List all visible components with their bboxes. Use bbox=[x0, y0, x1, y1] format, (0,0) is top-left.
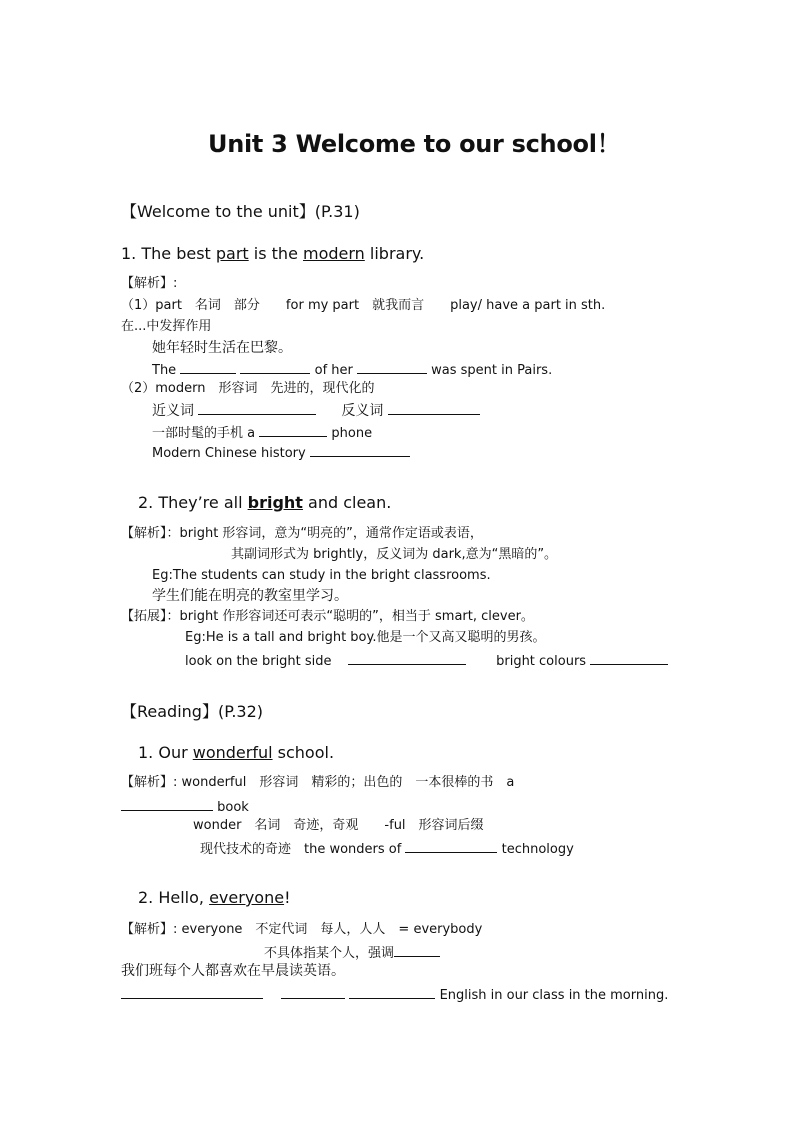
question-1-part bbox=[121, 246, 424, 262]
question-2-bright bbox=[138, 495, 391, 511]
text: phone bbox=[331, 426, 373, 441]
q-text: and clean. bbox=[302, 493, 392, 512]
blank bbox=[590, 652, 668, 665]
blank bbox=[349, 986, 435, 999]
line-wonder-def: wonder 名词 奇迹，奇观 -ful 形容词后缀 bbox=[193, 818, 484, 833]
keyword-everyone: everyone bbox=[209, 888, 285, 907]
blank bbox=[121, 798, 213, 811]
q-text: is the bbox=[248, 244, 303, 263]
line-bright-phrases bbox=[185, 652, 668, 668]
blank bbox=[310, 444, 410, 457]
line-bright-eg-cn: 学生们能在明亮的教室里学习。 bbox=[152, 588, 348, 604]
blank bbox=[240, 361, 310, 374]
line-example-cn: 她年轻时生活在巴黎。 bbox=[152, 340, 292, 356]
line-synonym-antonym bbox=[152, 402, 480, 418]
question-2-everyone bbox=[138, 890, 290, 906]
q-text: 2. Hello, bbox=[138, 888, 210, 907]
text: book bbox=[217, 800, 249, 815]
line-extension: 【拓展】：bright 作形容词还可表示“聪明的”，相当于 smart, clever。 bbox=[121, 609, 534, 624]
line-part-def-cont: 在...中发挥作用 bbox=[121, 319, 212, 334]
text: 近义词 bbox=[152, 403, 194, 419]
line-book bbox=[121, 798, 249, 814]
line-phone bbox=[152, 424, 372, 440]
section-heading-reading: 【Reading】(P.32) bbox=[121, 702, 264, 721]
text: The bbox=[152, 363, 177, 378]
line-modern-def: （2）modern 形容词 先进的，现代化的 bbox=[121, 381, 375, 396]
blank bbox=[405, 840, 497, 853]
q-text: 1. The best bbox=[121, 244, 216, 263]
text: bright colours bbox=[496, 654, 587, 669]
jiexi-label: 【解析】: bbox=[121, 276, 178, 291]
text: look on the bright side bbox=[185, 654, 332, 669]
blank bbox=[259, 424, 327, 437]
page-title: Unit 3 Welcome to our school！ bbox=[208, 130, 621, 158]
line-part-def: （1）part 名词 部分 for my part 就我而言 play/ have a part in sth. bbox=[121, 298, 606, 313]
text: of her bbox=[314, 363, 353, 378]
q-text: 2. They’re all bbox=[138, 493, 248, 512]
q-text: ! bbox=[284, 888, 291, 907]
text: 现代技术的奇迹 the wonders of bbox=[200, 842, 402, 857]
text: Modern Chinese history bbox=[152, 446, 306, 461]
line-everyone-note bbox=[264, 944, 440, 960]
line-bright-eg: Eg:The students can study in the bright classrooms. bbox=[152, 568, 491, 583]
line-wonderful-def: 【解析】: wonderful 形容词 精彩的；出色的 一本很棒的书 a bbox=[121, 775, 515, 790]
blank bbox=[357, 361, 427, 374]
line-everyone-eg-cn: 我们班每个人都喜欢在早晨读英语。 bbox=[121, 963, 345, 979]
blank bbox=[348, 652, 466, 665]
line-wonders-tech bbox=[200, 840, 574, 856]
keyword-part: part bbox=[215, 244, 249, 263]
text: was spent in Pairs. bbox=[431, 363, 553, 378]
text: technology bbox=[501, 842, 574, 857]
q-text: 1. Our bbox=[138, 743, 193, 762]
section-heading-welcome: 【Welcome to the unit】(P.31) bbox=[121, 202, 360, 221]
text: 一部时髦的手机 a bbox=[152, 426, 256, 441]
q-text: library. bbox=[364, 244, 425, 263]
q-text: school. bbox=[272, 743, 335, 762]
keyword-wonderful: wonderful bbox=[192, 743, 273, 762]
blank bbox=[281, 986, 345, 999]
line-bright-def-cont: 其副词形式为 brightly，反义词为 dark,意为“黑暗的”。 bbox=[231, 547, 558, 562]
line-everyone-def: 【解析】: everyone 不定代词 每人，人人 = everybody bbox=[121, 922, 483, 937]
line-fill-blank-1 bbox=[152, 361, 552, 377]
text: 不具体指某个人，强调 bbox=[264, 946, 395, 961]
blank bbox=[121, 986, 263, 999]
question-1-wonderful bbox=[138, 745, 334, 761]
blank bbox=[394, 944, 440, 957]
line-extension-eg: Eg:He is a tall and bright boy.他是一个又高又聪明的男孩。 bbox=[185, 630, 546, 645]
blank bbox=[198, 402, 316, 415]
text: 反义词 bbox=[341, 403, 384, 419]
keyword-bright: bright bbox=[247, 493, 303, 512]
blank bbox=[180, 361, 236, 374]
line-everyone-fill bbox=[121, 986, 668, 1002]
keyword-modern: modern bbox=[303, 244, 365, 263]
line-bright-def: 【解析】：bright 形容词，意为“明亮的”，通常作定语或表语， bbox=[121, 526, 483, 541]
blank bbox=[388, 402, 480, 415]
line-history bbox=[152, 444, 410, 460]
text: English in our class in the morning. bbox=[439, 988, 669, 1003]
